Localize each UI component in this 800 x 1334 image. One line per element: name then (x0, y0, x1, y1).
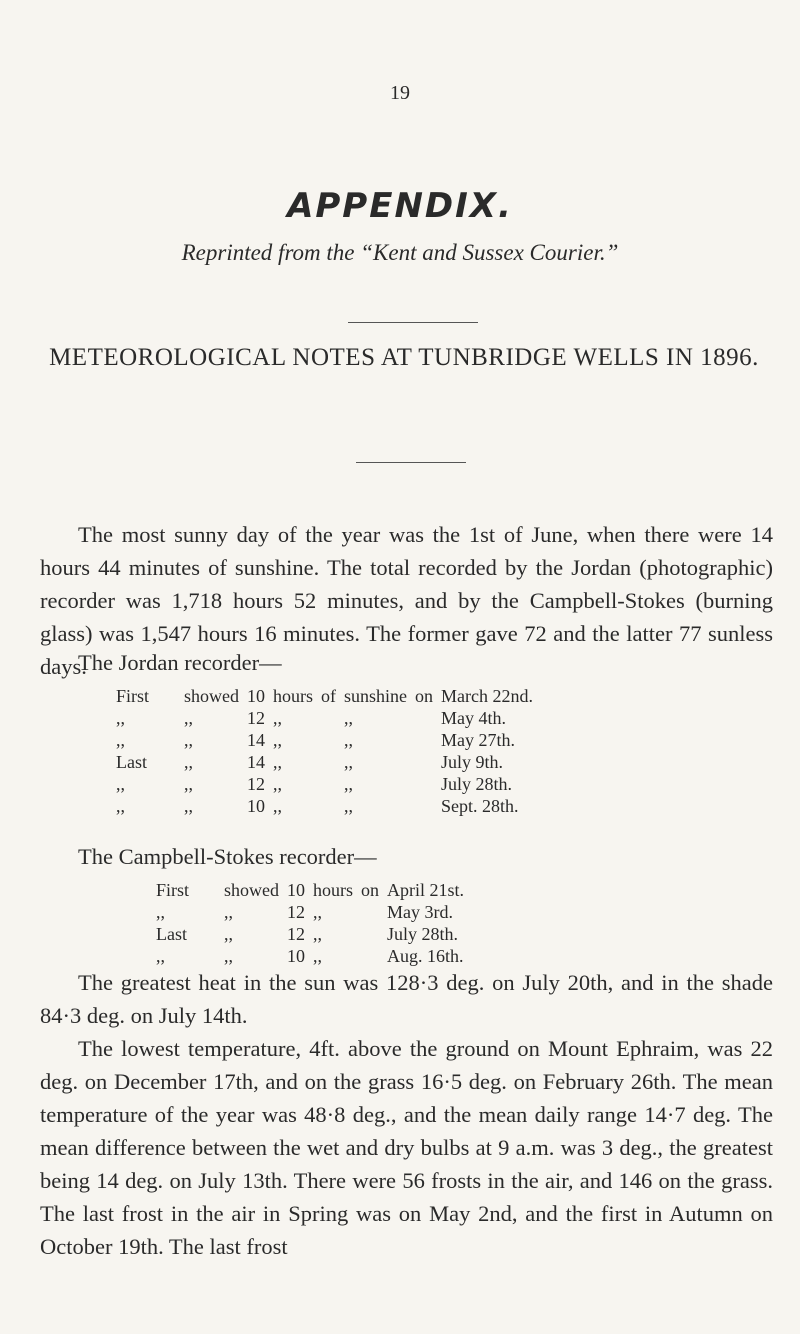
table-cell: 10 (247, 686, 265, 706)
table-cell (411, 795, 437, 817)
table-cell: 12 (287, 902, 305, 922)
table-cell: ,, (184, 708, 193, 728)
table-cell: hours (313, 880, 353, 900)
table-row (112, 707, 537, 729)
table-cell: First (116, 686, 150, 706)
table-cell (411, 729, 437, 751)
table-cell: ,, (184, 730, 193, 750)
table-cell (317, 729, 340, 751)
jordan-label: The Jordan recorder— (78, 650, 282, 675)
table-cell: Aug. 16th. (387, 946, 464, 966)
table-cell: ,, (184, 774, 193, 794)
table-cell: ,, (156, 946, 165, 966)
table-cell (317, 751, 340, 773)
table-cell: ,, (313, 902, 322, 922)
table-cell (317, 707, 340, 729)
table-cell: March 22nd. (441, 686, 533, 706)
table-row (152, 879, 468, 901)
page-number: 19 (390, 82, 410, 104)
table-cell: 14 (247, 730, 265, 750)
campbell-table (152, 879, 468, 967)
table-cell: sunshine (344, 686, 407, 706)
table-cell: July 28th. (387, 924, 459, 944)
table-cell: ,, (273, 796, 282, 816)
table-cell: 12 (287, 924, 305, 944)
table-cell (317, 773, 340, 795)
table-cell: ,, (273, 730, 282, 750)
table-cell: First (156, 880, 190, 900)
table-cell: July 28th. (441, 774, 513, 794)
table-cell: 10 (287, 946, 305, 966)
table-cell: ,, (344, 796, 353, 816)
main-heading: METEOROLOGICAL NOTES AT TUNBRIDGE WELLS IN 1896. (49, 344, 759, 371)
jordan-table (112, 685, 537, 817)
table-cell: ,, (344, 730, 353, 750)
appendix-title: APPENDIX. (287, 186, 513, 226)
table-cell: ,, (313, 924, 322, 944)
table-cell: on (415, 686, 433, 706)
table-row (112, 795, 537, 817)
table-cell: 10 (287, 880, 305, 900)
reprint-note: Reprinted from the “Kent and Sussex Courier.” (181, 240, 619, 265)
table-cell: ,, (273, 774, 282, 794)
table-cell: 12 (247, 774, 265, 794)
table-cell: Last (116, 752, 147, 772)
table-cell: showed (224, 880, 279, 900)
table-cell: ,, (156, 902, 165, 922)
table-cell: Last (156, 924, 187, 944)
table-row (152, 901, 468, 923)
table-cell: hours (273, 686, 313, 706)
table-cell: 14 (247, 752, 265, 772)
table-row (112, 729, 537, 751)
table-cell: ,, (184, 796, 193, 816)
table-cell: ,, (344, 752, 353, 772)
table-row (112, 751, 537, 773)
table-cell: July 9th. (441, 752, 504, 772)
paragraph-text: The greatest heat in the sun was 128·3 deg. on July 20th, and in the shade 84·3 deg. on July 14th. (40, 970, 773, 1028)
table-cell (357, 945, 383, 967)
table-cell: ,, (313, 946, 322, 966)
table-cell: ,, (116, 796, 125, 816)
paragraph-temperature (40, 966, 773, 1263)
paragraph-text: The most sunny day of the year was the 1st of June, when there were 14 hours 44 minutes of sunshine. The total recorded by the Jordan (photographic) recorder was 1,718 hours 52 minutes, and by the Campbell-Stokes (burning glass) was 1,547 hours 16 minutes. The former gave 72 and the latter 77 sunless days. (40, 522, 773, 679)
table-row (112, 773, 537, 795)
table-cell: May 3rd. (387, 902, 453, 922)
table-cell: ,, (184, 752, 193, 772)
table-cell: ,, (224, 924, 233, 944)
table-cell (411, 707, 437, 729)
table-cell: ,, (116, 774, 125, 794)
table-cell: May 4th. (441, 708, 506, 728)
divider-rule (356, 462, 466, 463)
table-cell: ,, (344, 708, 353, 728)
paragraph-text: The lowest temperature, 4ft. above the ground on Mount Ephraim, was 22 deg. on December 17th, and on the grass 16·5 deg. on February 26th. The mean temperature of the year was 48·8 deg., and the mean daily range 14·7 deg. The mean difference between the wet and dry bulbs at 9 a.m. was 3 deg., the greatest being 14 deg. on July 13th. There were 56 frosts in the air, and 146 on the grass. The last frost in the air in Spring was on May 2nd, and the first in Autumn on October 19th. The last frost (40, 1036, 773, 1259)
campbell-label: The Campbell-Stokes recorder— (78, 844, 377, 869)
table-cell: ,, (273, 752, 282, 772)
table-cell: ,, (116, 730, 125, 750)
table-cell: ,, (224, 946, 233, 966)
table-cell (411, 773, 437, 795)
table-cell: Sept. 28th. (441, 796, 519, 816)
table-cell: ,, (116, 708, 125, 728)
table-row (112, 685, 537, 707)
table-cell: ,, (273, 708, 282, 728)
table-cell: of (321, 686, 336, 706)
table-row (152, 945, 468, 967)
table-cell: ,, (224, 902, 233, 922)
table-row (152, 923, 468, 945)
table-cell: on (361, 880, 379, 900)
table-cell: ,, (344, 774, 353, 794)
table-cell: 10 (247, 796, 265, 816)
table-cell: 12 (247, 708, 265, 728)
table-cell (317, 795, 340, 817)
table-cell: April 21st. (387, 880, 465, 900)
table-cell (357, 923, 383, 945)
table-cell: May 27th. (441, 730, 515, 750)
table-cell (357, 901, 383, 923)
table-cell: showed (184, 686, 239, 706)
table-cell (411, 751, 437, 773)
divider-rule (348, 322, 478, 323)
